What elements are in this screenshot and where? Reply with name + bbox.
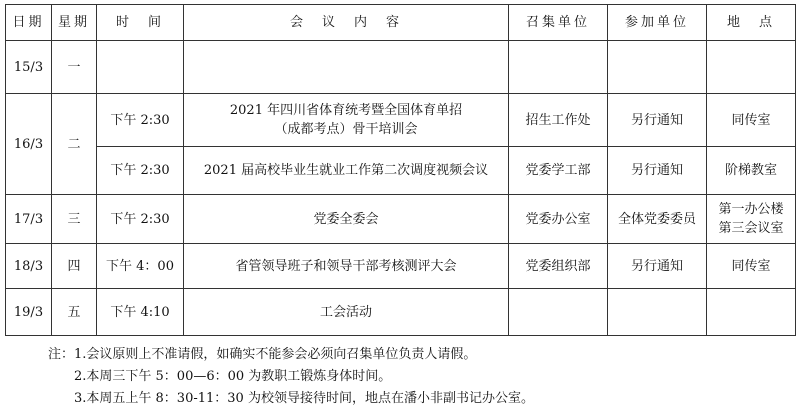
location-line: 第一办公楼 (718, 202, 784, 217)
content-line: 2021 年四川省体育统考暨全国体育单招 (229, 103, 463, 118)
cell-location (707, 244, 796, 289)
cell-convener: 党委组织部 (509, 244, 608, 289)
table-row (6, 289, 796, 336)
content-line: 工会活动 (319, 304, 372, 320)
cell-date: 15/3 (6, 41, 52, 94)
location-line: 同传室 (731, 258, 771, 274)
content-line: 党委全委会 (313, 211, 379, 227)
cell-time (97, 41, 184, 94)
cell-weekday: 一 (52, 41, 97, 94)
cell-content (184, 195, 509, 244)
cell-convener: 党委学工部 (509, 147, 608, 195)
note-line: 注：1.会议原则上不准请假，如确实不能参会必须向召集单位负责人请假。 (48, 347, 477, 362)
cell-location (707, 41, 796, 94)
table-header-row (6, 5, 796, 41)
cell-participants: 另行通知 (608, 244, 707, 289)
cell-content (184, 94, 509, 147)
cell-participants: 另行通知 (608, 147, 707, 195)
content-line: （成都考点）骨干培训会 (274, 122, 418, 137)
table-row (6, 147, 796, 195)
cell-convener (509, 289, 608, 336)
cell-date: 17/3 (6, 195, 52, 244)
table-row (6, 195, 796, 244)
cell-convener: 党委办公室 (509, 195, 608, 244)
cell-location (707, 289, 796, 336)
content-line: 2021 届高校毕业生就业工作第二次调度视频会议 (203, 163, 489, 178)
header-content: 会 议 内 容 (184, 5, 509, 41)
table-row (6, 244, 796, 289)
cell-time: 下午 2:30 (97, 94, 184, 147)
table-row (6, 41, 796, 94)
table-row (6, 94, 796, 147)
cell-content (184, 289, 509, 336)
cell-date: 19/3 (6, 289, 52, 336)
cell-participants (608, 289, 707, 336)
header-date: 日期 (6, 5, 52, 41)
note-line: 3.本周五上午 8：30-11：30 为校领导接待时间，地点在潘小非副书记办公室。 (74, 391, 534, 406)
location-line: 同传室 (731, 112, 771, 128)
cell-content (184, 147, 509, 195)
cell-content (184, 244, 509, 289)
cell-convener (509, 41, 608, 94)
cell-date: 18/3 (6, 244, 52, 289)
header-location: 地 点 (707, 5, 796, 41)
cell-time: 下午 4:10 (97, 289, 184, 336)
location-line: 阶梯教室 (724, 163, 777, 178)
cell-content (184, 41, 509, 94)
cell-date: 16/3 (6, 94, 52, 195)
note-line: 2.本周三下午 5：00—6：00 为教职工锻炼身体时间。 (74, 369, 392, 384)
cell-weekday: 三 (52, 195, 97, 244)
cell-time: 下午 2:30 (97, 195, 184, 244)
cell-time: 下午 2:30 (97, 147, 184, 195)
cell-participants: 另行通知 (608, 94, 707, 147)
cell-weekday: 二 (52, 94, 97, 195)
location-line: 第三会议室 (718, 221, 784, 236)
cell-location (707, 195, 796, 244)
cell-time: 下午 4：00 (97, 244, 184, 289)
header-time: 时 间 (97, 5, 184, 41)
cell-participants: 全体党委委员 (608, 195, 707, 244)
cell-location (707, 147, 796, 195)
header-participants: 参加单位 (608, 5, 707, 41)
meeting-schedule-table (5, 4, 796, 336)
cell-participants (608, 41, 707, 94)
cell-weekday: 五 (52, 289, 97, 336)
cell-location (707, 94, 796, 147)
content-line: 省管领导班子和领导干部考核测评大会 (235, 258, 457, 274)
notes-section (48, 344, 534, 410)
header-convener: 召集单位 (509, 5, 608, 41)
cell-convener: 招生工作处 (509, 94, 608, 147)
header-weekday: 星期 (52, 5, 97, 41)
cell-weekday: 四 (52, 244, 97, 289)
